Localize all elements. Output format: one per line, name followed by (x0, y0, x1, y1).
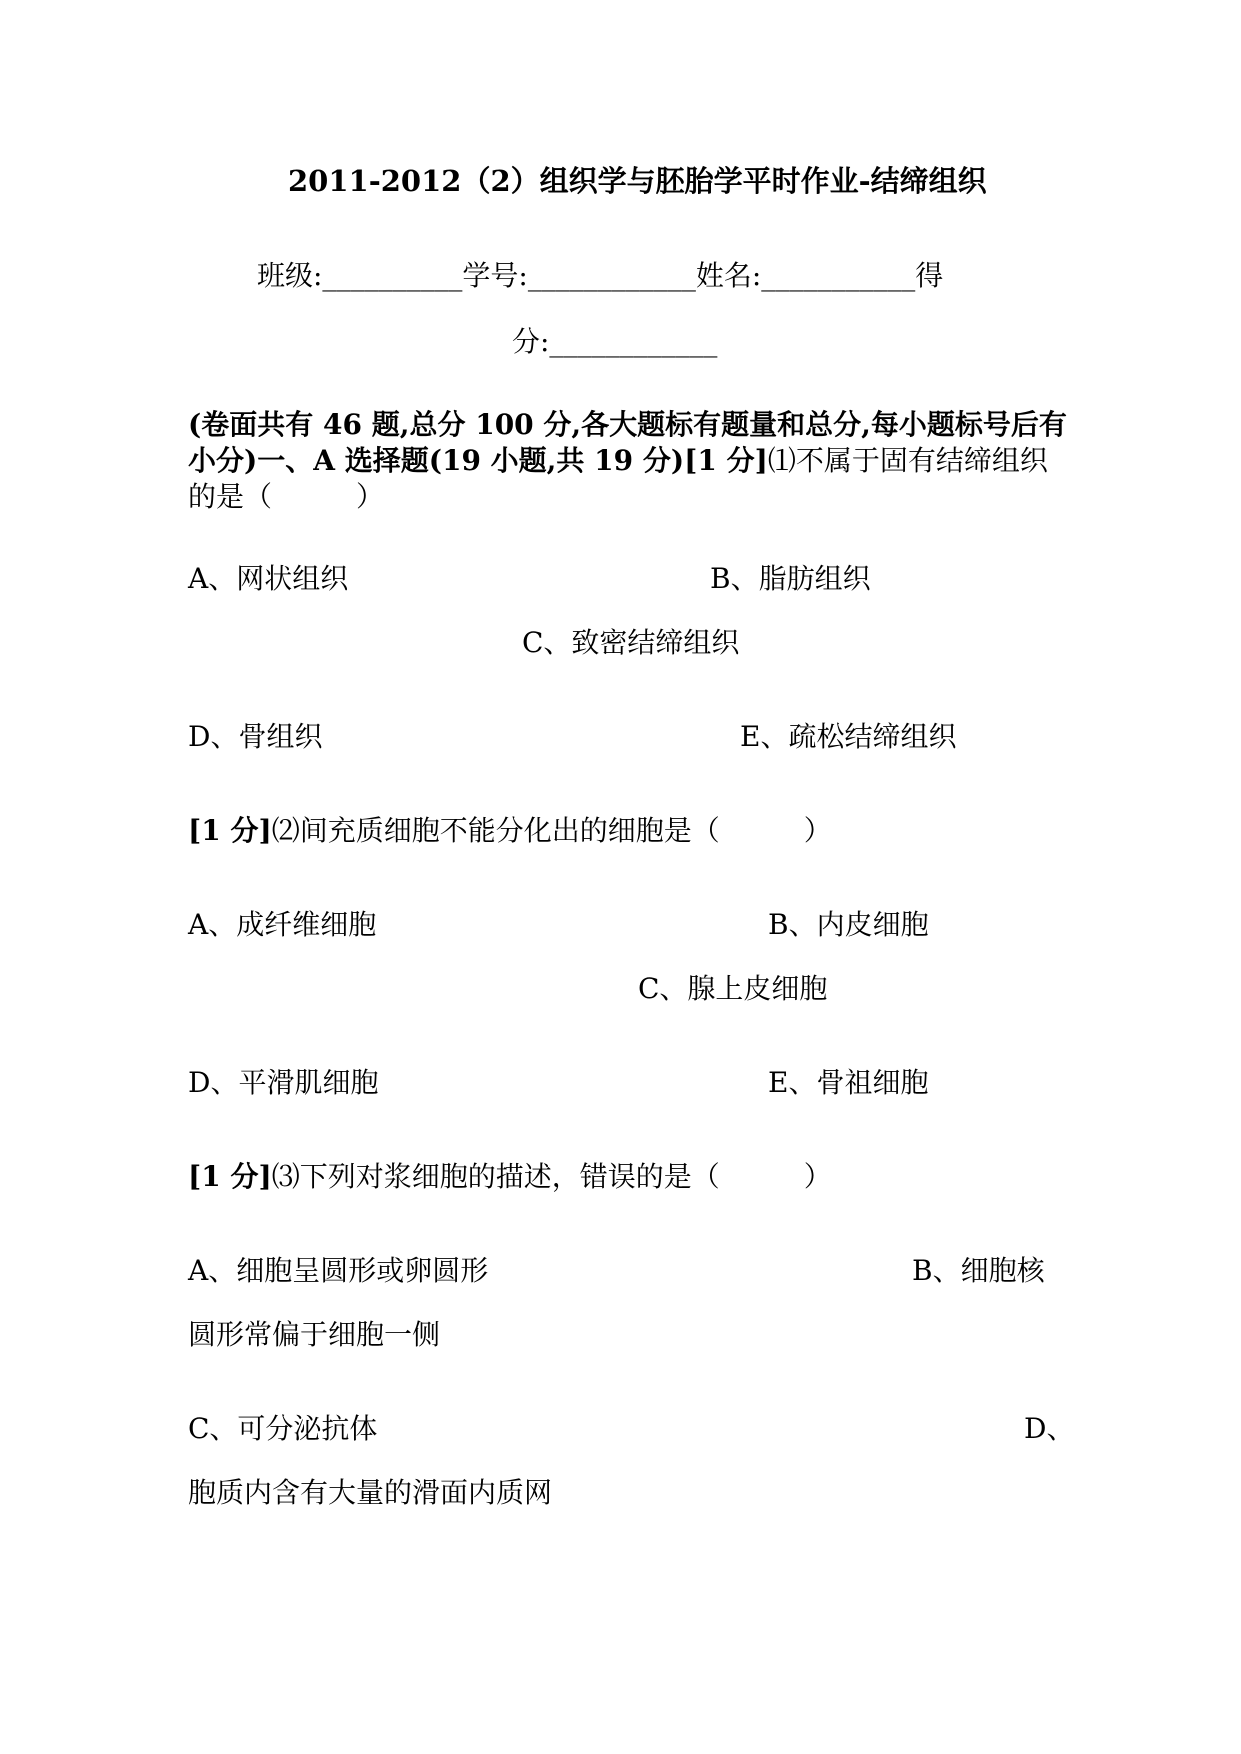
q1-option-a: A、网状组织 (188, 562, 349, 595)
exam-intro (188, 407, 1068, 515)
q3-stem: ⑶下列对浆细胞的描述，错误的是（ ） (271, 1160, 832, 1193)
q1-option-d: D、骨组织 (188, 720, 323, 753)
q3-option-c: C、可分泌抗体 (188, 1412, 378, 1445)
q1-option-c: C、致密结缔组织 (522, 626, 740, 659)
q3-option-d: D、 (1024, 1412, 1075, 1445)
score-line: 分:____________ (512, 325, 718, 358)
question-1-stem: ⑴不属于固有结缔组织的是（ ） (188, 444, 1048, 513)
q2-option-e: E、骨祖细胞 (768, 1066, 929, 1099)
q3-score: [1 分] (188, 1160, 272, 1193)
q2-option-b: B、内皮细胞 (768, 908, 929, 941)
intro-bold-text: (卷面共有 46 题,总分 100 分,各大题标有题量和总分,每小题标号后有小分)一、A 选择题(19 小题,共 19 分)[1 分] (188, 408, 1067, 477)
page-title: 2011-2012（2）组织学与胚胎学平时作业-结缔组织 (288, 164, 987, 198)
student-info-line: 班级:__________学号:____________姓名:___________得 (257, 259, 944, 292)
question-3 (188, 1160, 832, 1193)
q3-option-b-continuation: 圆形常偏于细胞一侧 (188, 1318, 441, 1351)
q3-option-d-continuation: 胞质内含有大量的滑面内质网 (188, 1476, 553, 1509)
q2-option-a: A、成纤维细胞 (188, 908, 377, 941)
q3-option-a: A、细胞呈圆形或卵圆形 (188, 1254, 489, 1287)
q2-score: [1 分] (188, 814, 272, 847)
question-2 (188, 814, 832, 847)
q1-option-b: B、脂肪组织 (710, 562, 871, 595)
q1-option-e: E、疏松结缔组织 (740, 720, 957, 753)
q2-stem: ⑵间充质细胞不能分化出的细胞是（ ） (271, 814, 832, 847)
q3-option-b: B、细胞核 (912, 1254, 1045, 1287)
q2-option-d: D、平滑肌细胞 (188, 1066, 379, 1099)
q2-option-c: C、腺上皮细胞 (638, 972, 828, 1005)
